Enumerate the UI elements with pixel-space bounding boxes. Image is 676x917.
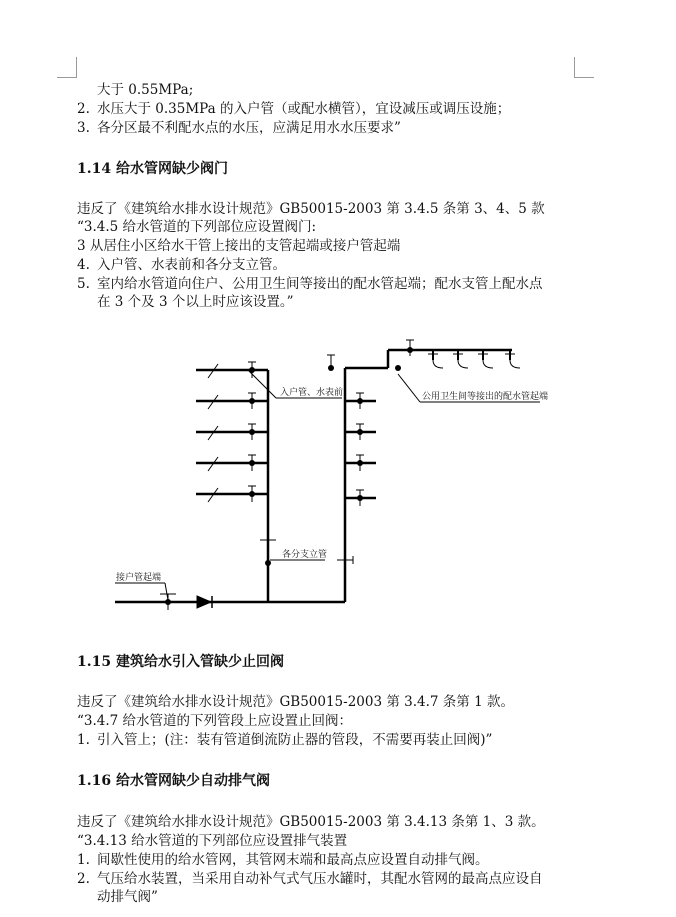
list-number-4: 4. bbox=[77, 257, 90, 273]
list-item-2: 水压大于 0.35MPa 的入户管（或配水横管），宜设减压或调压设施； bbox=[97, 101, 511, 117]
section-heading-1-14: 1.14 给水管网缺少阀门 bbox=[77, 161, 228, 177]
section-1-16-clause-1: 间歇性使用的给水管网，其管网末端和最高点应设置自动排气阀。 bbox=[97, 852, 489, 868]
list-number-5: 5. bbox=[77, 276, 90, 292]
list-number-1: 1. bbox=[77, 732, 90, 748]
section-1-16-citation: 违反了《建筑给水排水设计规范》GB50015-2003 第 3.4.13 条第 1、3 款。 bbox=[77, 814, 545, 830]
section-heading-1-16: 1.16 给水管网缺少自动排气阀 bbox=[77, 773, 270, 789]
check-valve-icon bbox=[197, 596, 211, 608]
section-1-14-quote-intro: “3.4.5 给水管道的下列部位应设置阀门: bbox=[77, 219, 317, 235]
section-1-15-clause-1: 引入管上；(注：装有管道倒流防止器的管段，不需要再装止回阀)” bbox=[97, 732, 493, 748]
section-1-14-clause-5-line-1: 室内给水管道向住户、公用卫生间等接出的配水管起端；配水支管上配水点 bbox=[97, 276, 543, 292]
list-number-2: 2. bbox=[77, 101, 90, 117]
label-branch-risers: 各分支立管 bbox=[282, 550, 328, 560]
label-inlet-start: 接户管起端 bbox=[116, 573, 162, 583]
list-number-2: 2. bbox=[77, 871, 90, 887]
section-1-14-citation: 违反了《建筑给水排水设计规范》GB50015-2003 第 3.4.5 条第 3、4、5 款 bbox=[77, 201, 545, 217]
section-1-14-clause-4: 入户管、水表前和各分支立管。 bbox=[97, 257, 286, 273]
label-public-toilet-branch: 公用卫生间等接出的配水管起端 bbox=[422, 392, 549, 402]
section-1-16-clause-2-line-2: 动排气阀” bbox=[97, 889, 158, 905]
section-1-16-clause-2-line-1: 气压给水装置，当采用自动补气式气压水罐时，其配水管网的最高点应设自 bbox=[97, 871, 543, 887]
section-1-15-quote-intro: “3.4.7 给水管道的下列管段上应设置止回阀： bbox=[77, 713, 353, 729]
section-1-16-quote-intro: “3.4.13 给水管道的下列部位应设置排气装置 bbox=[77, 833, 348, 849]
list-item-3: 各分区最不利配水点的水压，应满足用水水压要求” bbox=[97, 120, 401, 136]
label-household-meter: 入户管、水表前 bbox=[280, 388, 344, 398]
list-number-3: 3. bbox=[77, 120, 90, 136]
list-number-1: 1. bbox=[77, 852, 90, 868]
section-1-14-clause-3: 3 从居住小区给水干管上接出的支管起端或接户管起端 bbox=[77, 238, 401, 254]
section-1-15-citation: 违反了《建筑给水排水设计规范》GB50015-2003 第 3.4.7 条第 1 款。 bbox=[77, 694, 514, 710]
list-line-continuation: 大于 0.55MPa; bbox=[97, 82, 194, 98]
section-heading-1-15: 1.15 建筑给水引入管缺少止回阀 bbox=[77, 654, 284, 670]
section-1-14-clause-5-line-2: 在 3 个及 3 个以上时应该设置。” bbox=[97, 294, 294, 310]
